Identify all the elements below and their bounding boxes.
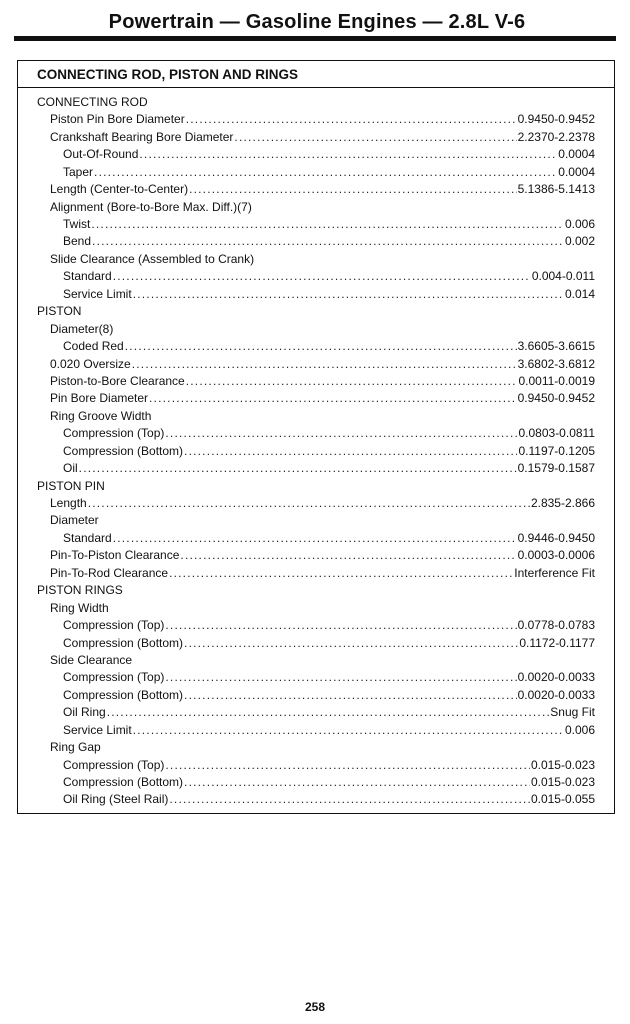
spec-label: Service Limit	[63, 722, 132, 737]
dot-leader	[165, 425, 517, 442]
spec-row	[18, 356, 614, 373]
spec-value: 0.004-0.011	[531, 269, 595, 284]
section-heading	[18, 582, 614, 599]
spec-value: 0.9450-0.9452	[517, 112, 595, 127]
spec-label: Piston-to-Bore Clearance	[50, 373, 185, 388]
spec-label: Diameter	[50, 513, 99, 528]
subheading-row	[18, 408, 614, 425]
spec-row	[18, 774, 614, 791]
spec-value: 3.6605-3.6615	[517, 339, 595, 354]
spec-value: 0.1579-0.1587	[517, 461, 595, 476]
spec-row	[18, 111, 614, 128]
spec-value: 0.015-0.023	[530, 757, 595, 772]
spec-label: Slide Clearance (Assembled to Crank)	[50, 251, 255, 266]
page-title: Powertrain — Gasoline Engines — 2.8L V-6	[108, 11, 526, 33]
spec-label: PISTON RINGS	[37, 583, 123, 598]
spec-label: Coded Red	[63, 339, 124, 354]
dot-leader	[184, 687, 517, 704]
spec-row	[18, 443, 614, 460]
spec-value: 0.0004	[558, 147, 595, 162]
spec-label: Bend	[63, 234, 92, 249]
dot-leader	[165, 757, 530, 774]
spec-label: Alignment (Bore-to-Bore Max. Diff.)(7)	[50, 199, 252, 214]
section-heading	[18, 303, 614, 320]
spec-label: Service Limit	[63, 286, 132, 301]
spec-label: Compression (Top)	[63, 618, 165, 633]
section-heading	[18, 478, 614, 495]
dot-leader	[79, 460, 517, 477]
dot-leader	[184, 635, 518, 652]
subheading-row	[18, 739, 614, 756]
spec-table	[17, 60, 615, 814]
spec-value: 3.6802-3.6812	[517, 356, 595, 371]
spec-label: Standard	[63, 269, 112, 284]
dot-leader	[113, 530, 517, 547]
spec-value: 5.1386-5.1413	[517, 182, 595, 197]
spec-label: PISTON	[37, 304, 82, 319]
spec-label: CONNECTING ROD	[37, 94, 148, 109]
spec-label: Length (Center-to-Center)	[50, 182, 189, 197]
spec-label: Compression (Bottom)	[63, 687, 184, 702]
spec-row	[18, 390, 614, 407]
spec-row	[18, 669, 614, 686]
dot-leader	[186, 373, 518, 390]
dot-leader	[180, 547, 516, 564]
table-title: CONNECTING ROD, PISTON AND RINGS	[18, 61, 614, 88]
dot-leader	[186, 111, 517, 128]
dot-leader	[91, 216, 564, 233]
spec-label: Taper	[63, 164, 94, 179]
spec-row	[18, 460, 614, 477]
spec-label: 0.020 Oversize	[50, 356, 131, 371]
spec-value: 2.835-2.866	[530, 496, 595, 511]
spec-row	[18, 338, 614, 355]
spec-label: Compression (Top)	[63, 757, 165, 772]
spec-rows	[18, 94, 614, 809]
spec-label: Diameter(8)	[50, 321, 114, 336]
spec-value: 0.0004	[558, 164, 595, 179]
dot-leader	[94, 164, 557, 181]
spec-value: 0.014	[564, 286, 595, 301]
spec-label: Piston Pin Bore Diameter	[50, 112, 185, 127]
spec-value: 0.1172-0.1177	[519, 635, 595, 650]
subheading-row	[18, 513, 614, 530]
spec-label: Ring Width	[50, 600, 109, 615]
spec-value: 0.0011-0.0019	[518, 373, 595, 388]
section-heading	[18, 94, 614, 111]
spec-value: Snug Fit	[550, 705, 595, 720]
spec-value: 0.0778-0.0783	[517, 618, 595, 633]
spec-label: Compression (Top)	[63, 426, 165, 441]
spec-row	[18, 617, 614, 634]
spec-label: Side Clearance	[50, 652, 133, 667]
spec-row	[18, 722, 614, 739]
spec-value: 0.0803-0.0811	[518, 426, 595, 441]
spec-row	[18, 635, 614, 652]
dot-leader	[92, 234, 564, 251]
dot-leader	[133, 286, 564, 303]
subheading-row	[18, 652, 614, 669]
spec-row	[18, 373, 614, 390]
dot-leader	[149, 390, 517, 407]
spec-row	[18, 530, 614, 547]
spec-row	[18, 181, 614, 198]
spec-label: PISTON PIN	[37, 478, 105, 493]
spec-label: Compression (Bottom)	[63, 443, 184, 458]
dot-leader	[125, 338, 517, 355]
spec-value: 0.9446-0.9450	[517, 530, 595, 545]
spec-label: Out-Of-Round	[63, 147, 139, 162]
spec-value: Interference Fit	[514, 565, 595, 580]
dot-leader	[113, 268, 531, 285]
dot-leader	[88, 495, 530, 512]
spec-value: 0.015-0.055	[530, 792, 595, 807]
dot-leader	[107, 704, 550, 721]
spec-row	[18, 146, 614, 163]
subheading-row	[18, 251, 614, 268]
spec-value: 0.1197-0.1205	[518, 443, 595, 458]
spec-row	[18, 164, 614, 181]
subheading-row	[18, 199, 614, 216]
spec-label: Pin-To-Rod Clearance	[50, 565, 169, 580]
spec-value: 0.0020-0.0033	[517, 687, 595, 702]
spec-label: Crankshaft Bearing Bore Diameter	[50, 129, 234, 144]
spec-label: Pin Bore Diameter	[50, 391, 149, 406]
spec-row	[18, 704, 614, 721]
spec-label: Ring Groove Width	[50, 408, 152, 423]
spec-label: Pin-To-Piston Clearance	[50, 548, 180, 563]
spec-value: 0.006	[564, 217, 595, 232]
header-rule	[14, 36, 616, 41]
spec-label: Length	[50, 496, 87, 511]
dot-leader	[165, 617, 516, 634]
dot-leader	[169, 565, 513, 582]
spec-row	[18, 565, 614, 582]
spec-label: Compression (Bottom)	[63, 775, 184, 790]
spec-label: Oil Ring	[63, 705, 106, 720]
spec-label: Ring Gap	[50, 740, 101, 755]
spec-value: 0.006	[564, 722, 595, 737]
page-number: 258	[304, 1000, 326, 1014]
spec-row	[18, 268, 614, 285]
dot-leader	[234, 129, 516, 146]
spec-value: 2.2370-2.2378	[517, 129, 595, 144]
spec-row	[18, 757, 614, 774]
dot-leader	[189, 181, 517, 198]
dot-leader	[184, 774, 530, 791]
spec-row	[18, 216, 614, 233]
dot-leader	[184, 443, 517, 460]
spec-value: 0.002	[564, 234, 595, 249]
spec-label: Standard	[63, 530, 112, 545]
spec-value: 0.0003-0.0006	[517, 548, 595, 563]
spec-label: Compression (Bottom)	[63, 635, 184, 650]
spec-label: Oil	[63, 461, 78, 476]
spec-value: 0.9450-0.9452	[517, 391, 595, 406]
dot-leader	[133, 722, 564, 739]
spec-row	[18, 495, 614, 512]
spec-value: 0.0020-0.0033	[517, 670, 595, 685]
spec-row	[18, 687, 614, 704]
dot-leader	[165, 669, 516, 686]
spec-row	[18, 129, 614, 146]
dot-leader	[132, 356, 517, 373]
spec-row	[18, 234, 614, 251]
spec-row	[18, 547, 614, 564]
spec-row	[18, 425, 614, 442]
dot-leader	[139, 146, 557, 163]
spec-row	[18, 792, 614, 809]
spec-value: 0.015-0.023	[530, 775, 595, 790]
subheading-row	[18, 600, 614, 617]
spec-label: Oil Ring (Steel Rail)	[63, 792, 169, 807]
spec-label: Twist	[63, 217, 91, 232]
spec-row	[18, 286, 614, 303]
subheading-row	[18, 321, 614, 338]
spec-label: Compression (Top)	[63, 670, 165, 685]
dot-leader	[169, 792, 530, 809]
